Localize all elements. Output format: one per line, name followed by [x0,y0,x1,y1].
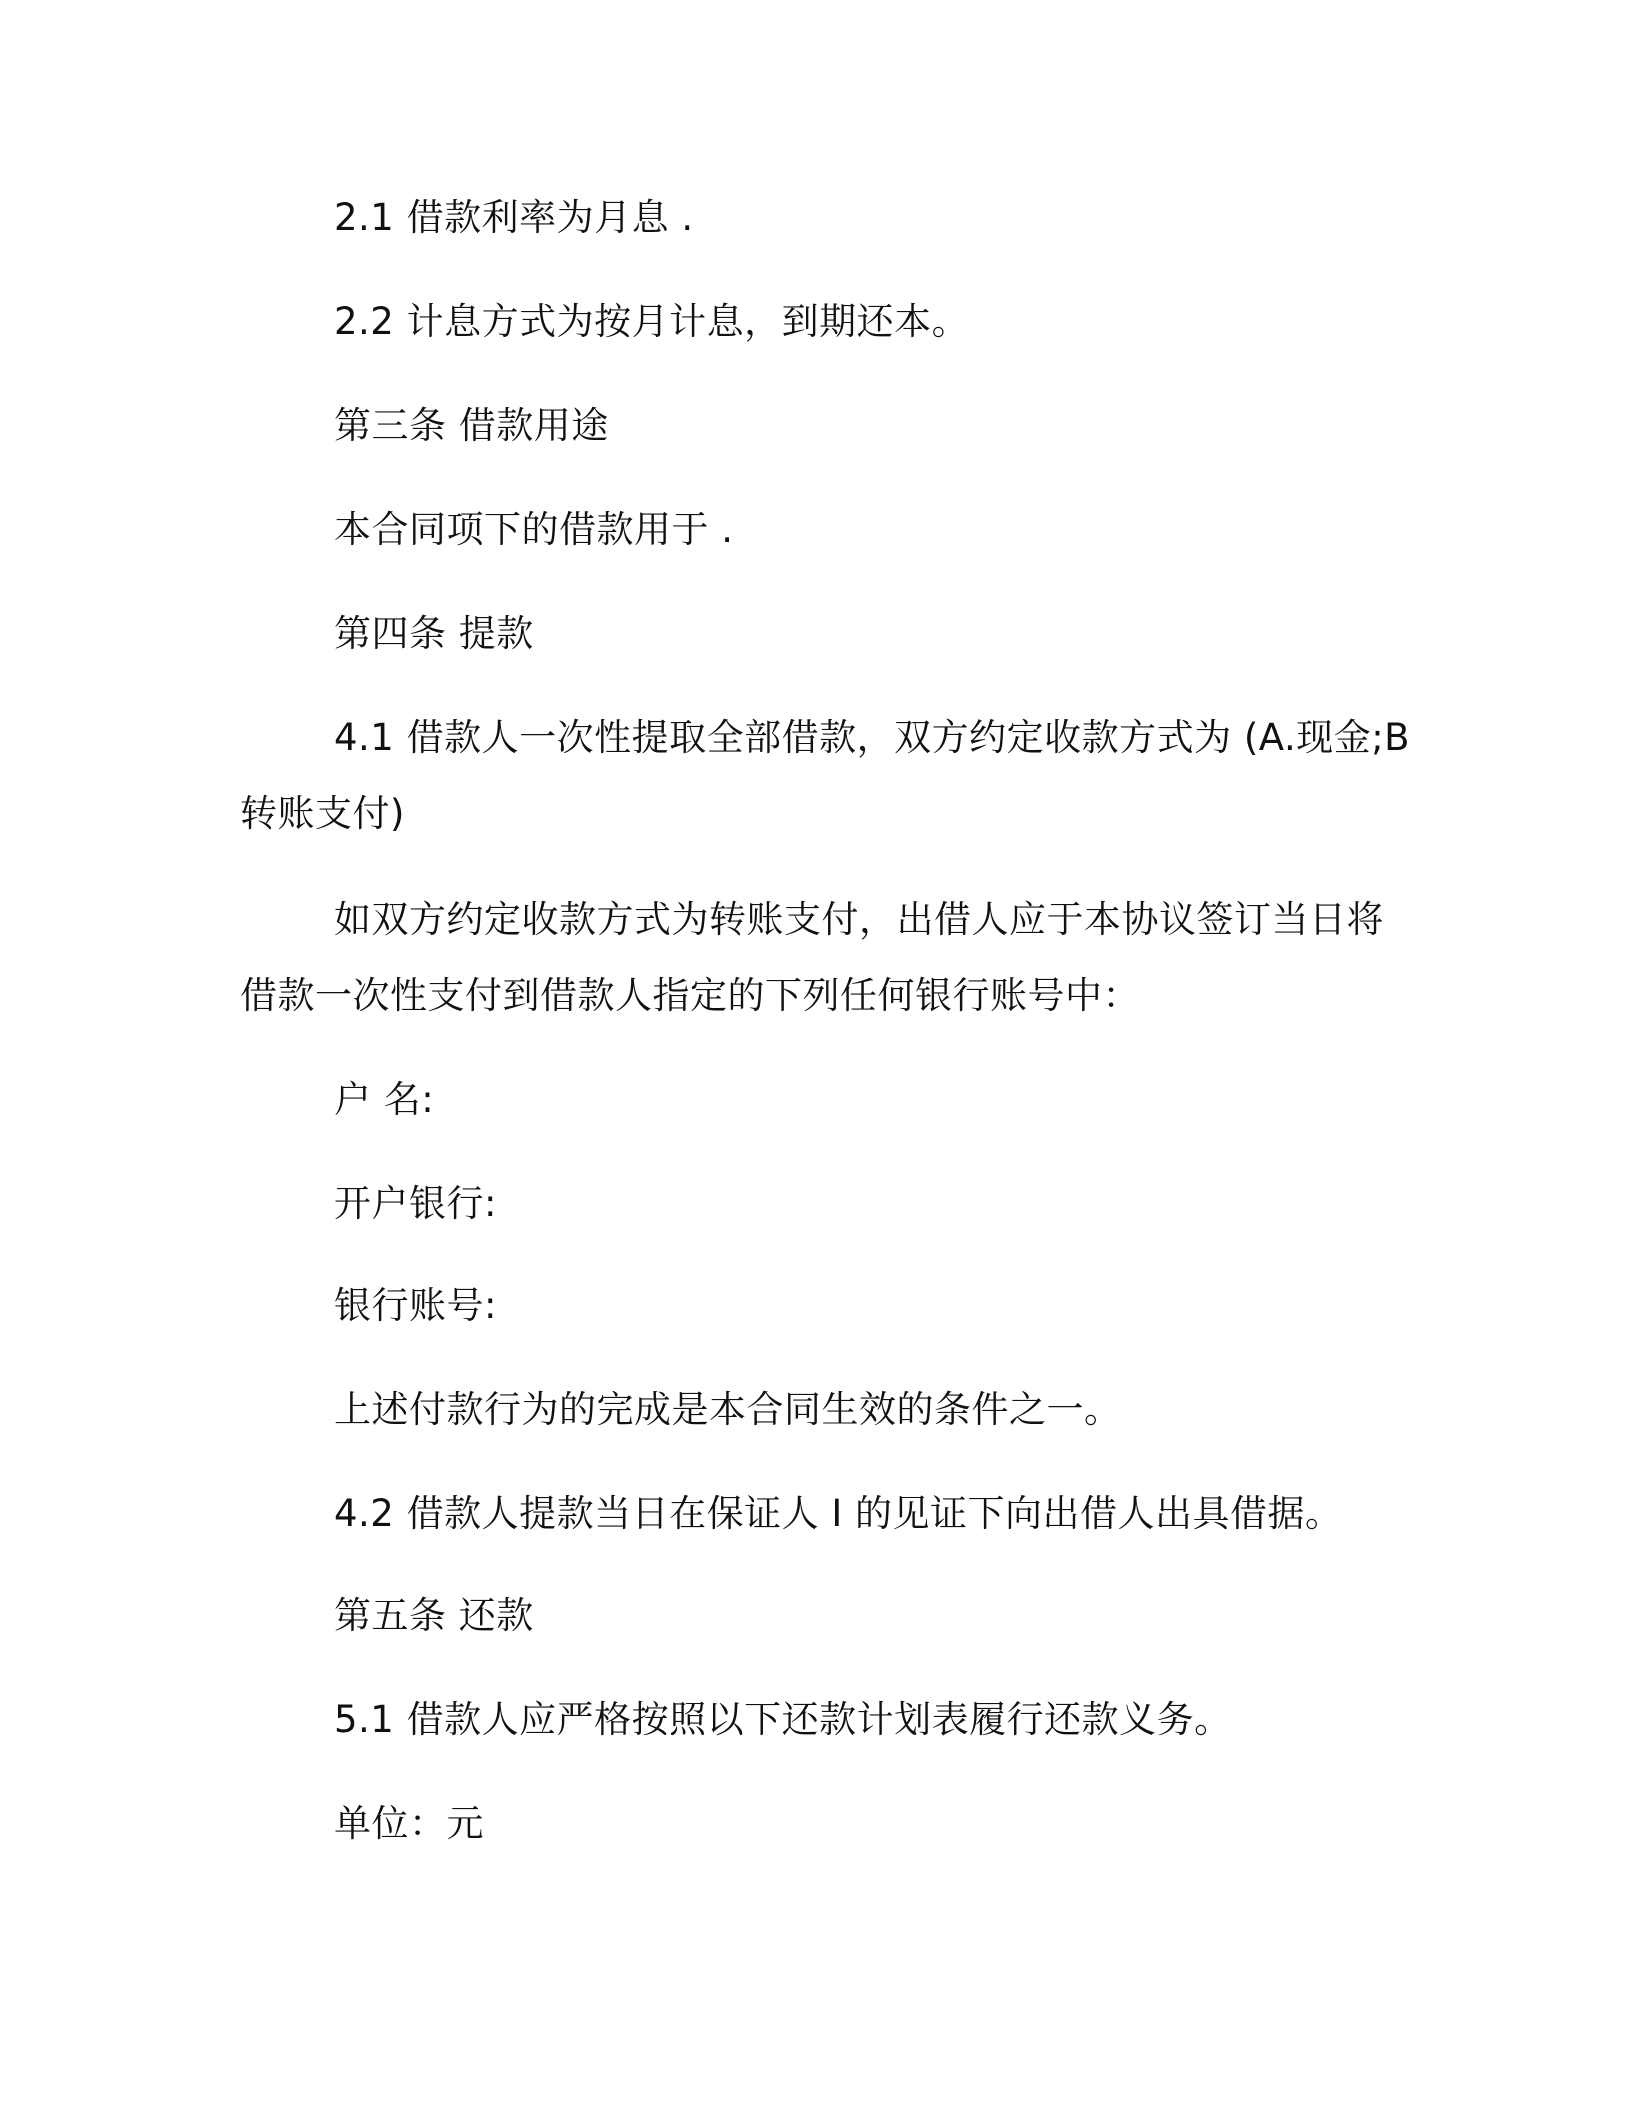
article-5-heading: 第五条 还款 [334,1594,534,1637]
bank-name-label: 开户银行: [334,1182,497,1225]
transfer-paragraph-line-1: 如双方约定收款方式为转账支付，出借人应于本协议签订当日将 [334,898,1384,941]
loan-purpose-text: 本合同项下的借款用于 . [334,508,734,551]
payment-condition-text: 上述付款行为的完成是本合同生效的条件之一。 [334,1388,1122,1431]
bank-account-label: 银行账号: [334,1284,497,1327]
clause-2-1-interest-rate: 2.1 借款利率为月息 . [334,196,694,239]
unit-label: 单位：元 [334,1802,484,1845]
article-3-heading: 第三条 借款用途 [334,404,609,447]
article-4-heading: 第四条 提款 [334,612,534,655]
clause-2-2-interest-method: 2.2 计息方式为按月计息，到期还本。 [334,300,970,343]
clause-4-2-receipt: 4.2 借款人提款当日在保证人 I 的见证下向出借人出具借据。 [334,1492,1343,1535]
account-name-label: 户 名: [334,1078,435,1121]
clause-5-1-repayment: 5.1 借款人应严格按照以下还款计划表履行还款义务。 [334,1698,1232,1741]
transfer-paragraph-line-2: 借款一次性支付到借款人指定的下列任何银行账号中： [240,974,1140,1017]
clause-4-1-line-2: 转账支付) [240,792,405,835]
clause-4-1-line-1: 4.1 借款人一次性提取全部借款，双方约定收款方式为 (A.现金;B [334,716,1411,759]
